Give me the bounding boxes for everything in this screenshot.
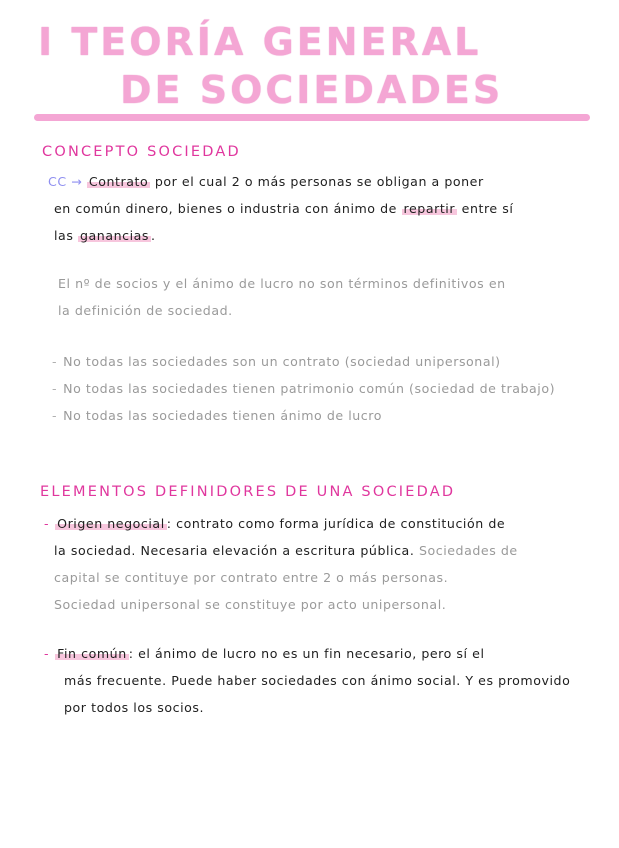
origen-line-1: contrato como forma jurídica de constitución de [176, 516, 506, 531]
origen-grey-4: Sociedad unipersonal se constituye por acto unipersonal. [54, 597, 447, 612]
dash-marker: - [44, 516, 50, 531]
ganancias-highlight: ganancias [80, 228, 150, 243]
fin-line-1: el ánimo de lucro no es un fin necesario, pero sí el [138, 646, 485, 661]
fin-line-2: más frecuente. Puede haber sociedades con ánimo social. Y es promovido [64, 673, 571, 688]
list-item: - No todas las sociedades tienen ánimo de lucro [52, 408, 382, 423]
definition-line-3a: las [54, 228, 74, 243]
origen-highlight: Origen negocial [57, 516, 165, 531]
concepto-bullets [52, 348, 612, 429]
list-item: - No todas las sociedades son un contrato (sociedad unipersonal) [52, 354, 501, 369]
note-line-1: El nº de socios y el ánimo de lucro no son términos definitivos en [58, 276, 506, 291]
note-line-2: la definición de sociedad. [58, 303, 233, 318]
dash-marker: - [44, 646, 50, 661]
title-underline [34, 114, 590, 121]
title-line-2: DE SOCIEDADES [120, 68, 504, 112]
list-item: - No todas las sociedades tienen patrimonio común (sociedad de trabajo) [52, 381, 556, 396]
contrato-highlight: Contrato [88, 174, 149, 189]
definition-line-1: por el cual 2 o más personas se obligan a poner [154, 174, 484, 189]
definition-line-3b: . [151, 228, 156, 243]
concepto-heading: CONCEPTO SOCIEDAD [42, 144, 241, 160]
fin-highlight: Fin común [57, 646, 127, 661]
title-line-1: I TEORÍA GENERAL [38, 20, 482, 64]
definition-line-2b: entre sí [461, 201, 514, 216]
cc-label: CC [48, 174, 67, 189]
page-title [38, 18, 598, 114]
concepto-note [58, 270, 608, 324]
concepto-definition [48, 168, 608, 249]
arrow-icon: → [71, 174, 83, 189]
origen-grey-2: Sociedades de [418, 543, 518, 558]
definition-line-2a: en común dinero, bienes o industria con ánimo de [54, 201, 397, 216]
origen-line-2: la sociedad. Necesaria elevación a escritura pública. [54, 543, 415, 558]
elementos-heading: ELEMENTOS DEFINIDORES DE UNA SOCIEDAD [40, 484, 456, 500]
fin-comun-block: - Fin común : el ánimo de lucro no es un fin necesario, pero sí el más frecuente. Puede haber sociedades con ánimo social. Y es promovido por todos los socios. [44, 640, 614, 721]
origen-negocial-block: - Origen negocial : contrato como forma jurídica de constitución de la sociedad. Necesaria elevación a escritura pública. Sociedades de capital se contituye por contrato entre 2 o más personas. Sociedad unipersonal se constituye por acto unipersonal. [44, 510, 614, 618]
fin-line-3: por todos los socios. [64, 700, 205, 715]
repartir-highlight: repartir [403, 201, 456, 216]
origen-grey-3: capital se contituye por contrato entre 2 o más personas. [54, 570, 449, 585]
